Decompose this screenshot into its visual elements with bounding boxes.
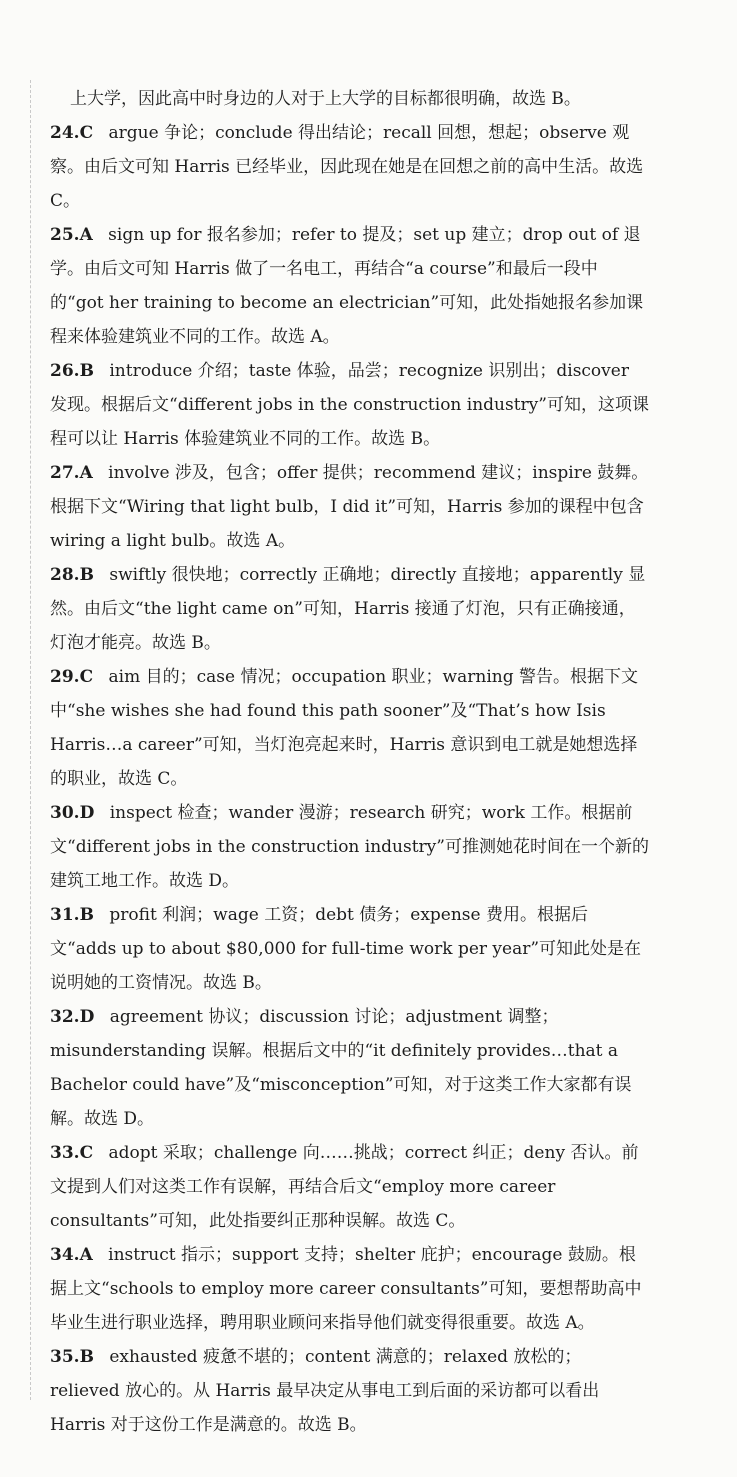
answer-explanation: swiftly 很快地；correctly 正确地；directly 直接地；apparently 显然。由后文“the light came on”可知，Harris 接通了灯泡，只有正确接通，灯泡才能亮。故选 B。 xyxy=(50,565,646,653)
answer-item-26 xyxy=(50,354,650,456)
answer-number: 32.D xyxy=(50,1007,95,1027)
answer-explanation: instruct 指示；support 支持；shelter 庇护；encourage 鼓励。根据上文“schools to employ more career consultants”可知，要想帮助高中毕业生进行职业选择，聘用职业顾问来指导他们就变得很重要。故选 A。 xyxy=(50,1245,642,1333)
answer-number: 24.C xyxy=(50,123,94,143)
answer-item-32 xyxy=(50,1000,650,1136)
answer-explanation: argue 争论；conclude 得出结论；recall 回想，想起；observe 观察。由后文可知 Harris 已经毕业，因此现在她是在回想之前的高中生活。故选 C。 xyxy=(50,123,644,211)
answer-number: 27.A xyxy=(50,463,93,483)
answer-number: 30.D xyxy=(50,803,95,823)
answer-item-35 xyxy=(50,1340,650,1442)
answer-number: 25.A xyxy=(50,225,93,245)
answer-explanation: inspect 检查；wander 漫游；research 研究；work 工作。根据前文“different jobs in the construction industry”可推测她花时间在一个新的建筑工地工作。故选 D。 xyxy=(50,803,649,891)
answer-number: 29.C xyxy=(50,667,94,687)
answer-explanation: aim 目的；case 情况；occupation 职业；warning 警告。根据下文中“she wishes she had found this path sooner”及“That’s how Isis Harris…a career”可知，当灯泡亮起来时，Harris 意识到电工就是她想选择的职业，故选 C。 xyxy=(50,667,638,789)
answer-number: 34.A xyxy=(50,1245,93,1265)
answer-item-25 xyxy=(50,218,650,354)
answer-number: 26.B xyxy=(50,361,94,381)
answer-item-27 xyxy=(50,456,650,558)
answer-item-33 xyxy=(50,1136,650,1238)
answer-explanation: involve 涉及，包含；offer 提供；recommend 建议；inspire 鼓舞。根据下文“Wiring that light bulb，I did it”可知，Harris 参加的课程中包含 wiring a light bulb。故选 A。 xyxy=(50,463,649,551)
answer-number: 31.B xyxy=(50,905,94,925)
answer-number: 28.B xyxy=(50,565,94,585)
answer-explanation: exhausted 疲惫不堪的；content 满意的；relaxed 放松的；relieved 放心的。从 Harris 最早决定从事电工到后面的采访都可以看出 Harris 对于这份工作是满意的。故选 B。 xyxy=(50,1347,600,1435)
answer-explanation: profit 利润；wage 工资；debt 债务；expense 费用。根据后文“adds up to about $80,000 for full-time work per year”可知此处是在说明她的工资情况。故选 B。 xyxy=(50,905,642,993)
answer-explanation: agreement 协议；discussion 讨论；adjustment 调整；misunderstanding 误解。根据后文中的“it definitely provides…that a Bachelor could have”及“misconception”可知，对于这类工作大家都有误解。故选 D。 xyxy=(50,1007,632,1129)
answer-item-30 xyxy=(50,796,650,898)
answer-item-24 xyxy=(50,116,650,218)
intro-line: 上大学，因此高中时身边的人对于上大学的目标都很明确，故选 B。 xyxy=(70,89,581,109)
answer-explanation-page xyxy=(50,82,650,1442)
answer-number: 33.C xyxy=(50,1143,94,1163)
binding-margin-line xyxy=(30,80,31,1400)
answer-explanation: adopt 采取；challenge 向……挑战；correct 纠正；deny 否认。前文提到人们对这类工作有误解，再结合后文“employ more career consultants”可知，此处指要纠正那种误解。故选 C。 xyxy=(50,1143,639,1231)
answer-item-31 xyxy=(50,898,650,1000)
answer-explanation: sign up for 报名参加；refer to 提及；set up 建立；drop out of 退学。由后文可知 Harris 做了一名电工，再结合“a course”和最后一段中的“got her training to become an electrician”可知，此处指她报名参加课程来体验建筑业不同的工作。故选 A。 xyxy=(50,225,644,347)
answer-item-28 xyxy=(50,558,650,660)
answer-item-34 xyxy=(50,1238,650,1340)
answer-item-29 xyxy=(50,660,650,796)
answer-number: 35.B xyxy=(50,1347,94,1367)
answer-explanation: introduce 介绍；taste 体验，品尝；recognize 识别出；discover 发现。根据后文“different jobs in the construction industry”可知，这项课程可以让 Harris 体验建筑业不同的工作。故选 B。 xyxy=(50,361,649,449)
